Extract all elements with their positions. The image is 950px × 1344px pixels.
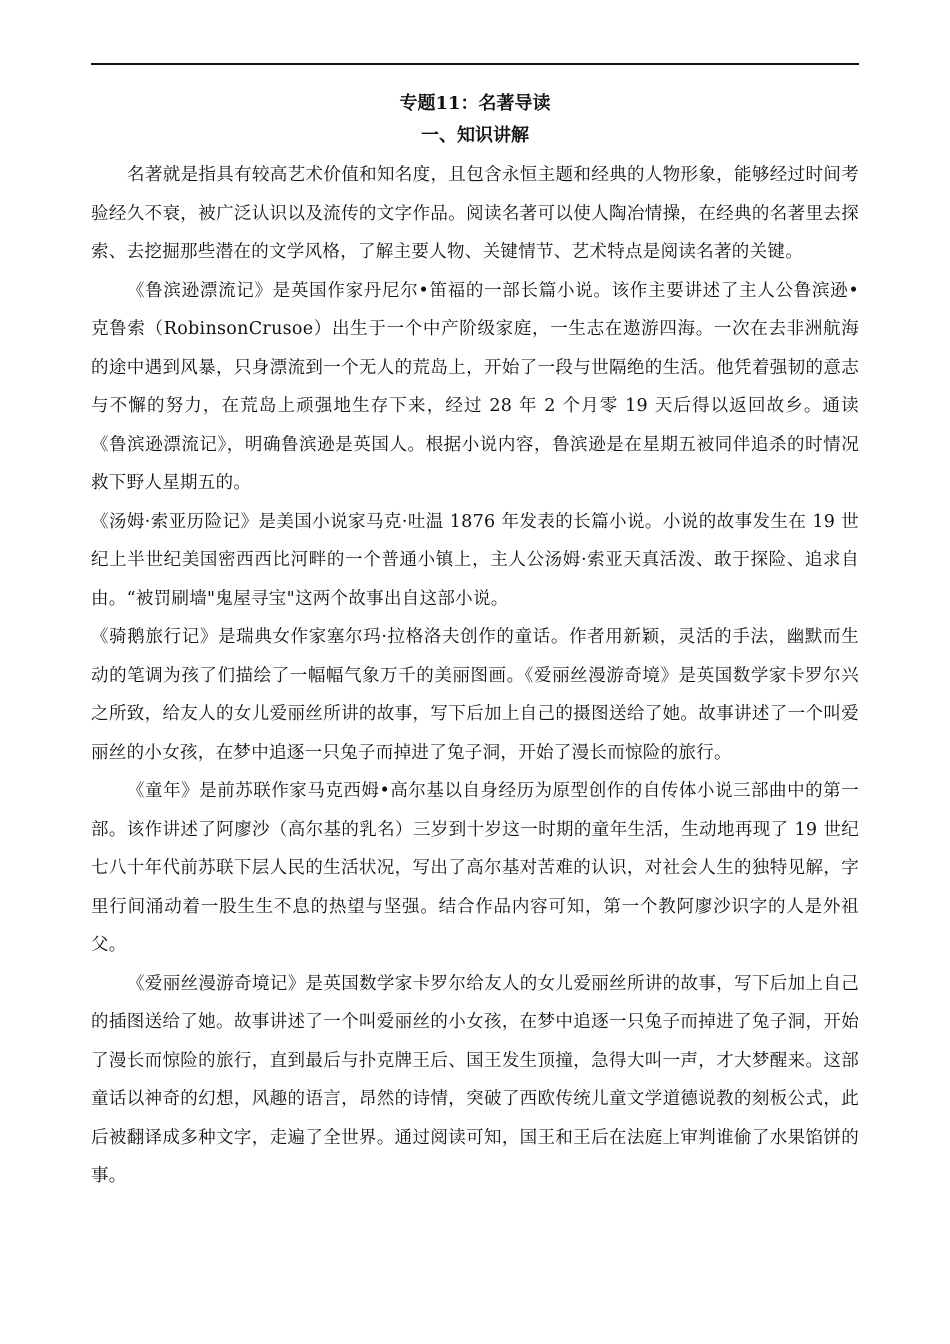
section-heading: 一、知识讲解 [421, 125, 529, 146]
document-body [91, 88, 859, 1196]
paragraph-alice: 《爱丽丝漫游奇境记》是英国数学家卡罗尔给友人的女儿爱丽丝所讲的故事，写下后加上自己的插图送给了她。故事讲述了一个叫爱丽丝的小女孩，在梦中追逐一只兔子而掉进了兔子洞，开始了漫长而惊险的旅行，直到最后与扑克牌王后、国王发生顶撞，急得大叫一声，才大梦醒来。这部童话以神奇的幻想，风趣的语言，昂然的诗情，突破了西欧传统儿童文学道德说教的刻板公式，此后被翻译成多种文字，走遍了全世界。通过阅读可知，国王和王后在法庭上审判谁偷了水果馅饼的事。 [91, 973, 859, 1186]
paragraph-childhood: 《童年》是前苏联作家马克西姆•高尔基以自身经历为原型创作的自传体小说三部曲中的第一部。该作讲述了阿廖沙（高尔基的乳名）三岁到十岁这一时期的童年生活，生动地再现了 19 世纪七八十年代前苏联下层人民的生活状况，写出了高尔基对苦难的认识，对社会人生的独特见解，字里行间涌动着一股生生不息的热望与坚强。结合作品内容可知，第一个教阿廖沙识字的人是外祖父。 [91, 781, 859, 955]
paragraph-nils-holgersson: 《骑鹅旅行记》是瑞典女作家塞尔玛·拉格洛夫创作的童话。作者用新颖，灵活的手法，幽默而生动的笔调为孩了们描绘了一幅幅气象万千的美丽图画。《爱丽丝漫游奇境》是英国数学家卡罗尔兴之所致，给友人的女儿爱丽丝所讲的故事，写下后加上自己的摄图送给了她。故事讲述了一个叫爱丽丝的小女孩，在梦中追逐一只兔子而掉进了兔子洞，开始了漫长而惊险的旅行。 [91, 627, 859, 763]
paragraph-intro: 名著就是指具有较高艺术价值和知名度，且包含永恒主题和经典的人物形象，能够经过时间考验经久不衰，被广泛认识以及流传的文字作品。阅读名著可以使人陶冶情操，在经典的名著里去探索、去挖掘那些潜在的文学风格，了解主要人物、关键情节、艺术特点是阅读名著的关键。 [91, 165, 859, 262]
page-title: 专题11：名著导读 [399, 93, 551, 114]
paragraph-robinson-crusoe: 《鲁滨逊漂流记》是英国作家丹尼尔•笛福的一部长篇小说。该作主要讲述了主人公鲁滨逊•克鲁索（RobinsonCrusoe）出生于一个中产阶级家庭，一生志在遨游四海。一次在去非洲航海的途中遇到风暴，只身漂流到一个无人的荒岛上，开始了一段与世隔绝的生活。他凭着强韧的意志与不懈的努力，在荒岛上顽强地生存下来，经过 28 年 2 个月零 19 天后得以返回故乡。通读《鲁滨逊漂流记》，明确鲁滨逊是英国人。根据小说内容，鲁滨逊是在星期五被同伴追杀的时情况救下野人星期五的。 [91, 280, 859, 493]
paragraph-tom-sawyer: 《汤姆·索亚历险记》是美国小说家马克·吐温 1876 年发表的长篇小说。小说的故事发生在 19 世纪上半世纪美国密西西比河畔的一个普通小镇上，主人公汤姆·索亚天真活泼、敢于探险、追求自由。“被罚刷墙"鬼屋寻宝"这两个故事出自这部小说。 [91, 511, 859, 609]
header-rule [91, 63, 859, 65]
